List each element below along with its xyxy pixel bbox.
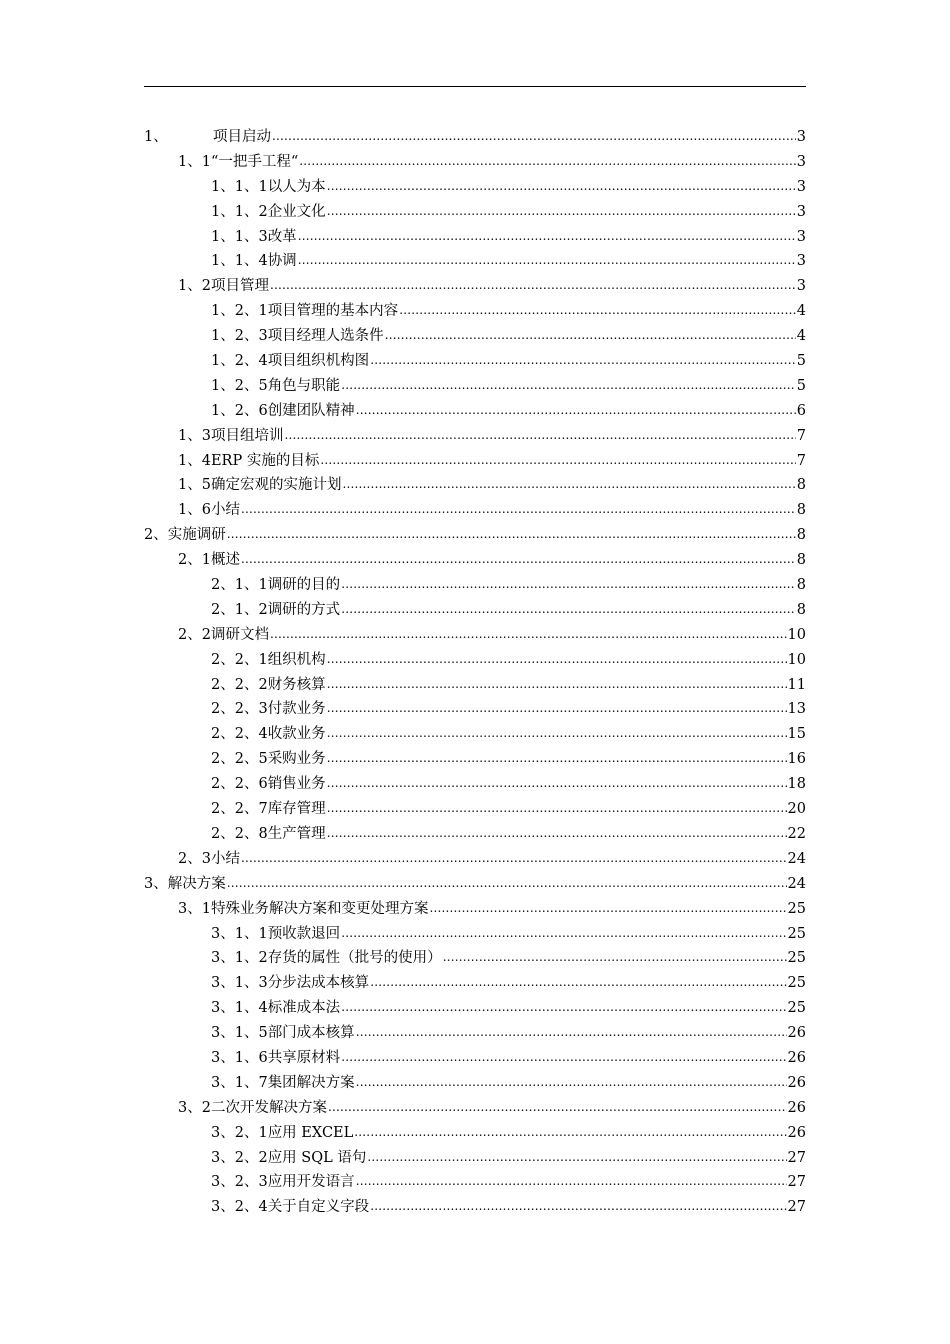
toc-entry[interactable] <box>144 797 806 822</box>
toc-dot-leader <box>341 995 786 1020</box>
toc-dot-leader <box>356 1070 787 1095</box>
toc-entry-title: 项目管理 <box>210 278 269 295</box>
toc-page-number: 13 <box>787 701 806 718</box>
toc-page-number: 3 <box>796 178 806 195</box>
toc-dot-leader <box>327 696 787 721</box>
header-rule <box>144 86 806 87</box>
toc-page-number: 27 <box>787 1149 806 1166</box>
toc-entry[interactable] <box>144 673 806 698</box>
toc-entry[interactable] <box>144 473 806 498</box>
toc-entry[interactable] <box>144 971 806 996</box>
toc-entry-title: 项目组培训 <box>210 427 284 444</box>
toc-entry[interactable] <box>144 772 806 797</box>
toc-entry-title: 协调 <box>267 253 297 270</box>
toc-entry-number: 1、2、4 <box>211 353 268 370</box>
toc-entry-number: 1、2 <box>178 278 211 295</box>
toc-page-number: 3 <box>796 203 806 220</box>
toc-entry-number: 2、2、8 <box>211 825 268 842</box>
toc-page-number: 8 <box>796 477 806 494</box>
toc-page-number: 26 <box>787 1025 806 1042</box>
toc-page-number: 3 <box>796 153 806 170</box>
toc-entry-title: ERP 实施的目标 <box>210 452 320 469</box>
toc-entry[interactable] <box>144 747 806 772</box>
toc-entry-number: 2、1、1 <box>211 577 268 594</box>
toc-entry-number: 3、 <box>144 875 168 892</box>
toc-entry[interactable] <box>144 175 806 200</box>
toc-entry-number: 3、1 <box>178 900 211 917</box>
toc-entry-number: 1、 <box>144 129 168 145</box>
toc-entry-title: 解决方案 <box>167 875 226 892</box>
toc-entry[interactable] <box>144 498 806 523</box>
toc-dot-leader <box>270 622 787 647</box>
toc-page-number: 25 <box>787 900 806 917</box>
toc-entry[interactable] <box>144 274 806 299</box>
toc-entry-number: 2、2、1 <box>211 651 268 668</box>
toc-dot-leader <box>241 846 787 871</box>
toc-dot-leader <box>370 1194 786 1219</box>
toc-entry[interactable] <box>144 1071 806 1096</box>
table-of-contents <box>144 125 806 1220</box>
toc-dot-leader <box>354 1120 786 1145</box>
toc-page-number: 22 <box>787 825 806 842</box>
toc-dot-leader <box>385 323 796 348</box>
toc-entry-title: 改革 <box>267 228 297 245</box>
toc-dot-leader <box>328 1095 787 1120</box>
toc-page-number: 25 <box>787 1000 806 1017</box>
toc-page-number: 6 <box>796 402 806 419</box>
toc-entry[interactable] <box>144 946 806 971</box>
toc-entry[interactable] <box>144 573 806 598</box>
toc-page-number: 18 <box>787 776 806 793</box>
toc-entry-number: 3、2、4 <box>211 1199 268 1216</box>
toc-entry-number: 3、2 <box>178 1099 211 1116</box>
toc-entry-title: 小结 <box>210 850 240 867</box>
toc-dot-leader <box>327 746 787 771</box>
toc-entry-number: 3、2、3 <box>211 1174 268 1191</box>
toc-dot-leader <box>299 149 795 174</box>
toc-entry-title: 概述 <box>210 552 240 569</box>
toc-entry[interactable] <box>144 424 806 449</box>
toc-dot-leader <box>356 1020 787 1045</box>
toc-page-number: 27 <box>787 1174 806 1191</box>
toc-entry[interactable] <box>144 200 806 225</box>
toc-page-number: 25 <box>787 950 806 967</box>
toc-entry-number: 3、1、6 <box>211 1049 268 1066</box>
toc-entry-number: 2、2 <box>178 626 211 643</box>
toc-entry-title: 库存管理 <box>267 801 326 818</box>
toc-dot-leader <box>342 472 795 497</box>
toc-page-number: 3 <box>796 278 806 295</box>
toc-entry-title: 小结 <box>210 502 240 519</box>
toc-entry[interactable] <box>144 374 806 399</box>
toc-page-number: 25 <box>787 975 806 992</box>
toc-dot-leader <box>227 871 787 896</box>
toc-entry[interactable] <box>144 1096 806 1121</box>
toc-entry-number: 1、1 <box>178 153 211 170</box>
toc-page-number: 3 <box>796 253 806 270</box>
toc-entry-title: 调研的方式 <box>267 601 341 618</box>
toc-entry-title: 关于自定义字段 <box>267 1199 370 1216</box>
toc-entry-title: 项目启动 <box>213 129 271 145</box>
toc-page-number: 15 <box>787 726 806 743</box>
toc-entry[interactable] <box>144 1121 806 1146</box>
toc-entry-number: 2、3 <box>178 850 211 867</box>
toc-page-number: 8 <box>796 552 806 569</box>
toc-entry-number: 1、1、2 <box>211 203 268 220</box>
toc-dot-leader <box>341 921 786 946</box>
toc-entry[interactable] <box>144 449 806 474</box>
toc-entry[interactable] <box>144 225 806 250</box>
toc-entry-number: 2、 <box>144 527 168 544</box>
toc-entry-title: 共享原材料 <box>267 1049 341 1066</box>
toc-dot-leader <box>327 174 796 199</box>
toc-entry-number: 1、1、4 <box>211 253 268 270</box>
toc-entry-number: 1、2、6 <box>211 402 268 419</box>
toc-entry[interactable] <box>144 299 806 324</box>
toc-page-number: 5 <box>796 353 806 370</box>
toc-entry-number: 3、1、4 <box>211 1000 268 1017</box>
toc-page-number: 8 <box>796 527 806 544</box>
toc-page-number: 4 <box>796 303 806 320</box>
toc-entry-title: 存货的属性（批号的使用） <box>267 950 442 967</box>
toc-entry[interactable] <box>144 822 806 847</box>
toc-dot-leader <box>429 896 786 921</box>
toc-dot-leader <box>270 273 796 298</box>
toc-entry-title: 创建团队精神 <box>267 402 355 419</box>
toc-entry-title: “一把手工程“ <box>210 153 299 170</box>
toc-page-number: 8 <box>796 601 806 618</box>
toc-page-number: 4 <box>796 328 806 345</box>
toc-entry-title: 应用 SQL 语句 <box>267 1149 367 1166</box>
toc-dot-leader <box>370 348 796 373</box>
toc-entry-number: 2、1 <box>178 552 211 569</box>
toc-page-number: 7 <box>796 427 806 444</box>
toc-entry-title: 标准成本法 <box>267 1000 341 1017</box>
toc-entry[interactable] <box>144 722 806 747</box>
toc-page-number: 8 <box>796 502 806 519</box>
toc-entry-number: 2、1、2 <box>211 601 268 618</box>
toc-dot-leader <box>284 423 795 448</box>
toc-entry[interactable] <box>144 399 806 424</box>
toc-page-number: 8 <box>796 577 806 594</box>
toc-entry-number: 3、1、1 <box>211 925 268 942</box>
toc-dot-leader <box>241 497 796 522</box>
toc-page-number: 26 <box>787 1074 806 1091</box>
toc-dot-leader <box>272 124 796 149</box>
toc-dot-leader <box>320 448 795 473</box>
toc-entry-title: 项目管理的基本内容 <box>267 303 399 320</box>
toc-dot-leader <box>327 199 796 224</box>
toc-dot-leader <box>327 647 787 672</box>
toc-entry[interactable] <box>144 1021 806 1046</box>
toc-entry[interactable] <box>144 623 806 648</box>
toc-entry-number: 1、4 <box>178 452 211 469</box>
toc-dot-leader <box>356 398 796 423</box>
toc-entry[interactable] <box>144 598 806 623</box>
toc-entry-number: 3、1、2 <box>211 950 268 967</box>
toc-entry-number: 2、2、2 <box>211 676 268 693</box>
toc-entry-number: 1、2、5 <box>211 377 268 394</box>
toc-entry-title: 财务核算 <box>267 676 326 693</box>
toc-entry-number: 1、2、1 <box>211 303 268 320</box>
toc-entry-number: 1、6 <box>178 502 211 519</box>
toc-dot-leader <box>327 796 787 821</box>
toc-entry-title: 特殊业务解决方案和变更处理方案 <box>210 900 429 917</box>
toc-entry[interactable] <box>144 996 806 1021</box>
toc-entry-title: 部门成本核算 <box>267 1025 355 1042</box>
toc-page-number: 26 <box>787 1099 806 1116</box>
toc-entry-title: 集团解决方案 <box>267 1074 355 1091</box>
toc-page-number: 24 <box>787 850 806 867</box>
toc-entry-number: 3、1、3 <box>211 975 268 992</box>
toc-page-number: 7 <box>796 452 806 469</box>
toc-entry-title: 预收款退回 <box>267 925 341 942</box>
toc-entry[interactable] <box>144 324 806 349</box>
toc-entry-title: 采购业务 <box>267 751 326 768</box>
toc-entry-number: 1、1、1 <box>211 178 268 195</box>
toc-entry-title: 以人为本 <box>267 178 326 195</box>
toc-entry[interactable] <box>144 1146 806 1171</box>
toc-entry-title: 二次开发解决方案 <box>210 1099 327 1116</box>
toc-dot-leader <box>241 547 796 572</box>
toc-entry[interactable] <box>144 125 806 150</box>
toc-entry[interactable] <box>144 847 806 872</box>
toc-entry-title: 应用 EXCEL <box>267 1124 354 1141</box>
toc-dot-leader <box>341 572 796 597</box>
toc-entry[interactable] <box>144 349 806 374</box>
toc-page-number: 10 <box>787 651 806 668</box>
toc-page-number: 5 <box>796 377 806 394</box>
toc-entry-number: 2、2、3 <box>211 701 268 718</box>
toc-dot-leader <box>327 821 787 846</box>
toc-entry-number: 1、1、3 <box>211 228 268 245</box>
toc-entry-title: 项目经理人选条件 <box>267 328 384 345</box>
toc-entry[interactable] <box>144 1195 806 1220</box>
toc-entry-number: 3、1、7 <box>211 1074 268 1091</box>
toc-entry[interactable] <box>144 150 806 175</box>
toc-entry[interactable] <box>144 648 806 673</box>
toc-entry-number: 1、3 <box>178 427 211 444</box>
toc-page-number: 26 <box>787 1124 806 1141</box>
toc-entry[interactable] <box>144 922 806 947</box>
toc-entry-title: 组织机构 <box>267 651 326 668</box>
toc-entry-title: 销售业务 <box>267 776 326 793</box>
toc-entry-title: 角色与职能 <box>267 377 341 394</box>
toc-entry-number: 3、2、1 <box>211 1124 268 1141</box>
toc-dot-leader <box>443 945 787 970</box>
toc-entry-title: 项目组织机构图 <box>267 353 370 370</box>
toc-entry-title: 收款业务 <box>267 726 326 743</box>
toc-entry-title: 付款业务 <box>267 701 326 718</box>
toc-entry[interactable] <box>144 697 806 722</box>
toc-entry-number: 1、2、3 <box>211 328 268 345</box>
toc-page-number: 26 <box>787 1049 806 1066</box>
toc-dot-leader <box>327 771 787 796</box>
toc-dot-leader <box>327 721 787 746</box>
toc-entry-title: 调研文档 <box>210 626 269 643</box>
toc-dot-leader <box>298 248 796 273</box>
toc-entry-number: 1、5 <box>178 477 211 494</box>
toc-entry-title: 确定宏观的实施计划 <box>210 477 342 494</box>
toc-dot-leader <box>356 1169 787 1194</box>
toc-dot-leader <box>341 1045 786 1070</box>
toc-entry-title: 生产管理 <box>267 825 326 842</box>
toc-dot-leader <box>341 597 796 622</box>
toc-entry-number: 3、1、5 <box>211 1025 268 1042</box>
toc-page-number: 27 <box>787 1199 806 1216</box>
toc-entry-title: 分步法成本核算 <box>267 975 370 992</box>
toc-entry[interactable] <box>144 1046 806 1071</box>
toc-page-number: 3 <box>796 228 806 245</box>
toc-entry-title: 调研的目的 <box>267 577 341 594</box>
toc-entry[interactable] <box>144 872 806 897</box>
toc-entry[interactable] <box>144 249 806 274</box>
toc-entry-title: 企业文化 <box>267 203 326 220</box>
toc-entry-number: 2、2、6 <box>211 776 268 793</box>
toc-entry-number: 2、2、7 <box>211 801 268 818</box>
toc-dot-leader <box>298 224 796 249</box>
toc-dot-leader <box>227 522 796 547</box>
toc-page-number: 20 <box>787 801 806 818</box>
toc-page-number: 24 <box>787 875 806 892</box>
toc-dot-leader <box>399 298 796 323</box>
toc-entry-number: 2、2、5 <box>211 751 268 768</box>
toc-entry[interactable] <box>144 897 806 922</box>
toc-dot-leader <box>367 1145 786 1170</box>
toc-page-number: 11 <box>787 676 806 693</box>
toc-dot-leader <box>370 970 786 995</box>
toc-dot-leader <box>341 373 796 398</box>
toc-entry[interactable] <box>144 1170 806 1195</box>
toc-page-number: 16 <box>787 751 806 768</box>
toc-page-number: 25 <box>787 925 806 942</box>
toc-dot-leader <box>327 672 787 697</box>
toc-page-number: 3 <box>796 129 806 145</box>
toc-entry-title: 实施调研 <box>167 527 226 544</box>
toc-entry-title: 应用开发语言 <box>267 1174 355 1191</box>
toc-entry-number: 3、2、2 <box>211 1149 268 1166</box>
toc-page-number: 10 <box>787 626 806 643</box>
toc-entry[interactable] <box>144 548 806 573</box>
toc-entry-number: 2、2、4 <box>211 726 268 743</box>
toc-entry[interactable] <box>144 523 806 548</box>
